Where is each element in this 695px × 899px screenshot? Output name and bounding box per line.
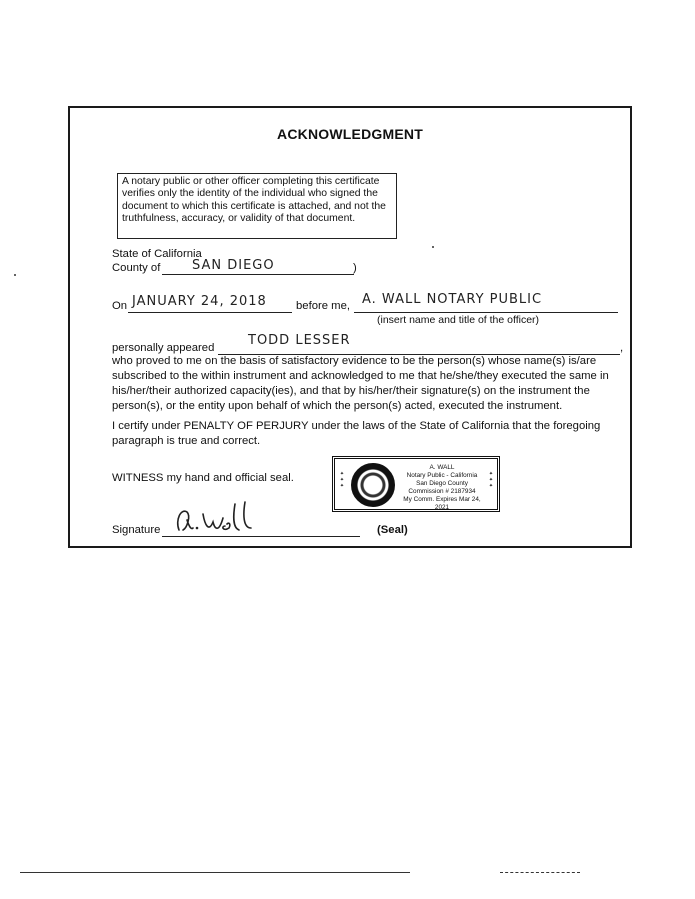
form-title: ACKNOWLEDGMENT — [277, 126, 423, 142]
county-value: SAN DIEGO — [192, 258, 275, 273]
disclaimer-box: A notary public or other officer completing this certificate verifies only the identity of the individual who signed the document to which this certificate is attached, and not the truthfulness, accuracy, or validity of that document. — [117, 173, 397, 239]
perjury-paragraph: I certify under PENALTY OF PERJURY under the laws of the State of California that the foregoing paragraph is true and correct. — [112, 420, 601, 447]
officer-hint: (insert name and title of the officer) — [377, 314, 540, 326]
county-label: County of — [112, 262, 161, 274]
seal-expires: My Comm. Expires Mar 24, 2021 — [403, 496, 481, 511]
officer-value: A. WALL NOTARY PUBLIC — [362, 292, 543, 307]
seal-county: San Diego County — [416, 480, 468, 487]
acknowledgment-form — [68, 106, 632, 548]
county-line — [162, 274, 354, 275]
proof-paragraph: who proved to me on the basis of satisfactory evidence to be the person(s) whose name(s) is/are subscribed to the within instrument and acknowledged to me that he/she/they executed the same in his/her/their authorized capacity(ies), and that by his/her/their signature(s) on the instrument the person(s), or the entity upon behalf of which the person(s) acted, executed the instrument. — [112, 355, 609, 412]
date-line — [128, 312, 292, 313]
seal-label: (Seal) — [377, 524, 408, 536]
appeared-value: TODD LESSER — [248, 333, 351, 348]
on-label: On — [112, 300, 128, 312]
seal-side-right: ✦✦✦ — [488, 471, 494, 489]
seal-title: Notary Public - California — [406, 472, 478, 479]
scan-speck — [432, 246, 434, 248]
before-me-label: before me, — [296, 300, 351, 312]
seal-side-left: ✦✦✦ — [339, 471, 345, 489]
appeared-label: personally appeared — [112, 342, 215, 354]
footer-line — [20, 872, 410, 873]
scan-speck — [14, 274, 16, 276]
seal-commission: Commission # 2187934 — [408, 488, 476, 495]
footer-line-dashed — [500, 872, 580, 873]
state-seal-emblem — [351, 463, 395, 507]
signature-label: Signature — [112, 524, 161, 536]
seal-name: A. WALL — [429, 464, 455, 471]
appeared-end: , — [620, 342, 624, 354]
date-value: JANUARY 24, 2018 — [132, 294, 267, 309]
officer-line — [354, 312, 618, 313]
seal-text — [397, 464, 487, 512]
witness-text: WITNESS my hand and official seal. — [112, 472, 294, 484]
signature-line — [162, 536, 360, 537]
handwritten-signature — [173, 500, 263, 536]
notary-seal — [332, 456, 500, 512]
state-label: State of California — [112, 248, 202, 260]
county-close: ) — [353, 262, 357, 274]
